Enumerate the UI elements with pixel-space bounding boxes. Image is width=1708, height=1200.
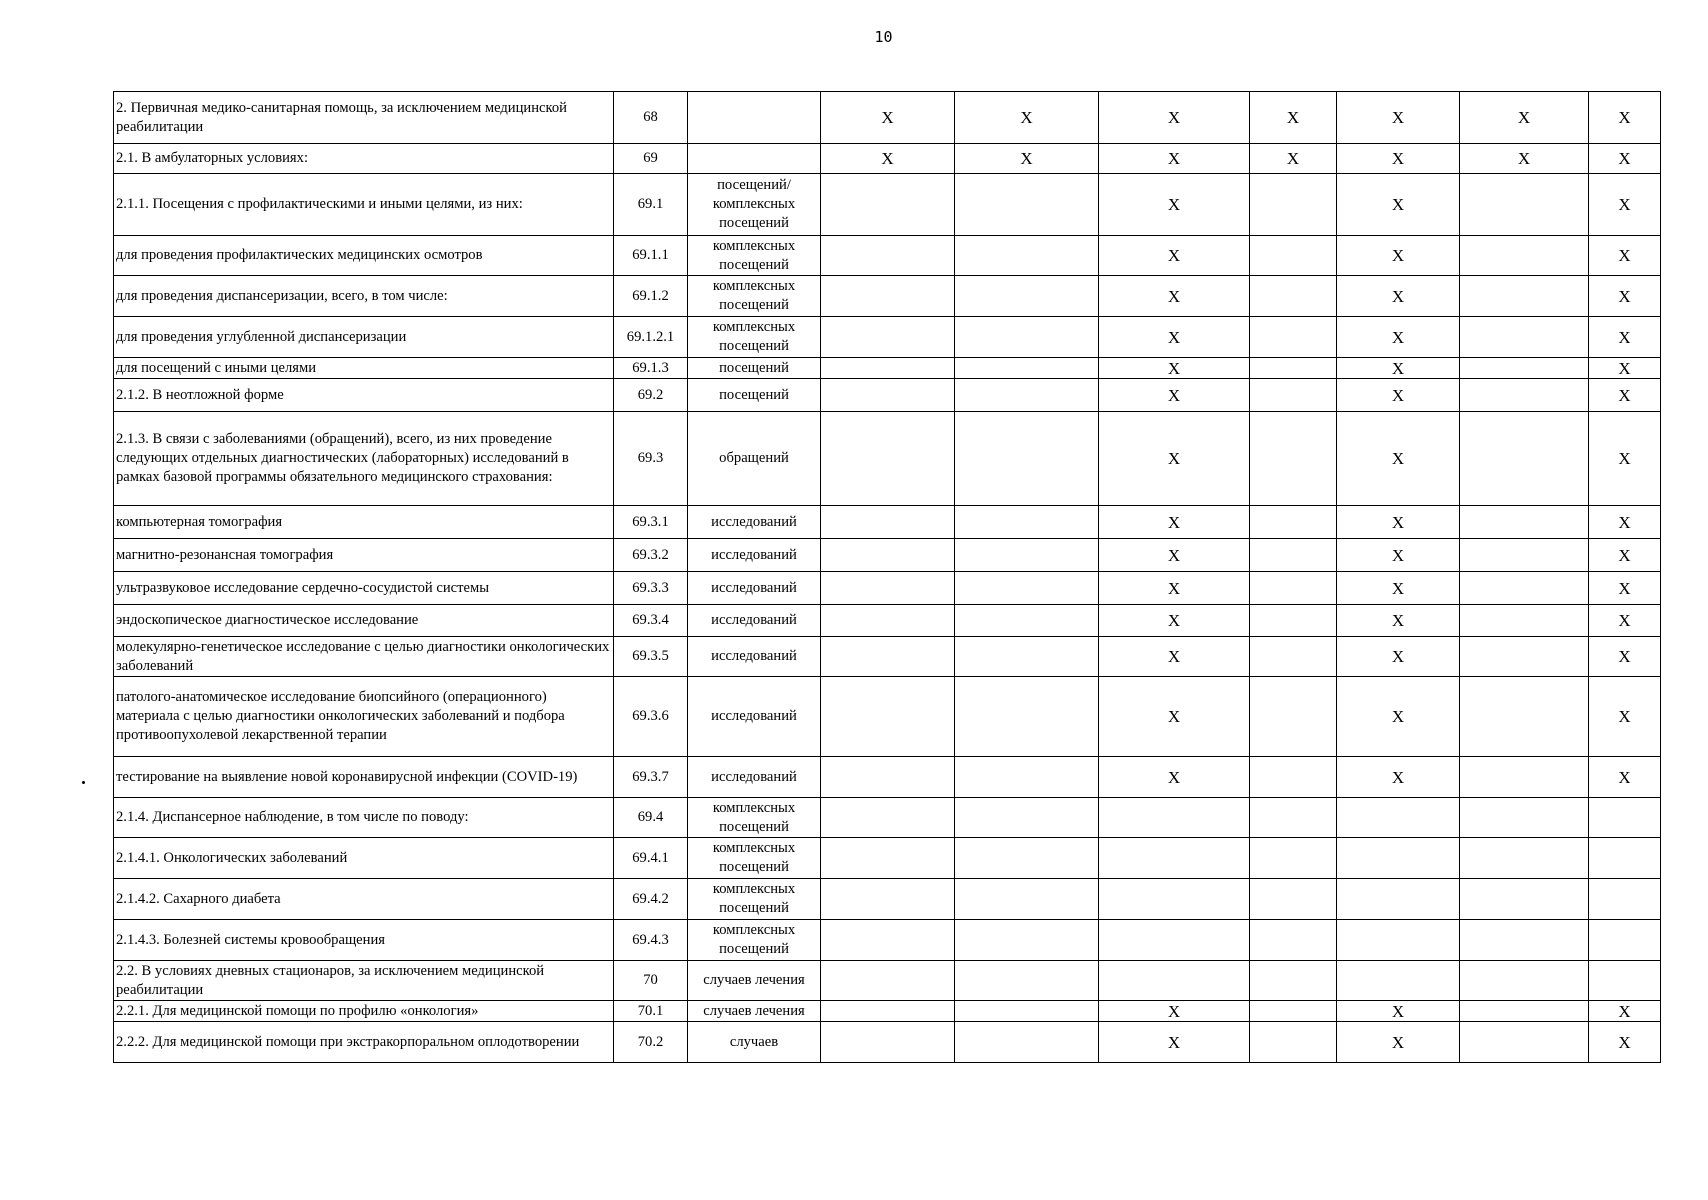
row-name: эндоскопическое диагностическое исследование <box>114 605 614 637</box>
mark-cell: X <box>955 92 1099 144</box>
table-body <box>114 92 1661 1063</box>
mark-cell: X <box>1589 412 1661 506</box>
row-code: 69.4.2 <box>614 879 688 920</box>
mark-cell: X <box>821 92 955 144</box>
mark-cell <box>1589 798 1661 838</box>
mark-cell <box>1589 920 1661 961</box>
row-name: 2.1.1. Посещения с профилактическими и иными целями, из них: <box>114 174 614 236</box>
row-name: для посещений с иными целями <box>114 358 614 379</box>
mark-cell <box>1099 879 1250 920</box>
mark-cell <box>955 1022 1099 1063</box>
mark-cell: X <box>1337 317 1460 358</box>
table-row <box>114 358 1661 379</box>
row-name: для проведения углубленной диспансеризации <box>114 317 614 358</box>
mark-cell <box>821 317 955 358</box>
mark-cell: X <box>1337 677 1460 757</box>
row-name: для проведения диспансеризации, всего, в том числе: <box>114 276 614 317</box>
mark-cell: X <box>1337 276 1460 317</box>
mark-cell <box>955 637 1099 677</box>
mark-cell <box>955 1001 1099 1022</box>
table-row <box>114 236 1661 276</box>
mark-cell <box>1250 879 1337 920</box>
mark-cell <box>955 920 1099 961</box>
mark-cell <box>821 358 955 379</box>
table-row <box>114 677 1661 757</box>
mark-cell <box>1337 798 1460 838</box>
mark-cell: X <box>1099 1001 1250 1022</box>
mark-cell <box>1589 838 1661 879</box>
mark-cell: X <box>1099 92 1250 144</box>
mark-cell <box>1460 358 1589 379</box>
row-unit: исследований <box>688 539 821 572</box>
row-unit: посещений <box>688 379 821 412</box>
mark-cell: X <box>1589 1001 1661 1022</box>
mark-cell <box>1099 961 1250 1001</box>
table-row <box>114 798 1661 838</box>
mark-cell: X <box>1099 358 1250 379</box>
row-name: 2.2.2. Для медицинской помощи при экстракорпоральном оплодотворении <box>114 1022 614 1063</box>
row-unit: случаев лечения <box>688 961 821 1001</box>
mark-cell <box>821 506 955 539</box>
row-unit: исследований <box>688 605 821 637</box>
mark-cell: X <box>1337 358 1460 379</box>
mark-cell <box>955 412 1099 506</box>
mark-cell <box>1250 358 1337 379</box>
mark-cell <box>1337 838 1460 879</box>
row-code: 70.2 <box>614 1022 688 1063</box>
row-name: 2.1.4.2. Сахарного диабета <box>114 879 614 920</box>
mark-cell <box>955 317 1099 358</box>
mark-cell <box>1460 637 1589 677</box>
row-unit: комплексных посещений <box>688 276 821 317</box>
mark-cell <box>1460 174 1589 236</box>
row-code: 69.3 <box>614 412 688 506</box>
row-unit: комплексных посещений <box>688 920 821 961</box>
table-row <box>114 879 1661 920</box>
table-row <box>114 1022 1661 1063</box>
mark-cell: X <box>1589 572 1661 605</box>
table-row <box>114 838 1661 879</box>
mark-cell <box>1250 317 1337 358</box>
mark-cell: X <box>1099 144 1250 174</box>
mark-cell: X <box>1589 92 1661 144</box>
mark-cell <box>1460 572 1589 605</box>
mark-cell: X <box>1099 236 1250 276</box>
mark-cell <box>1460 379 1589 412</box>
mark-cell: X <box>1337 92 1460 144</box>
mark-cell <box>1460 920 1589 961</box>
row-unit: исследований <box>688 677 821 757</box>
mark-cell: X <box>1337 605 1460 637</box>
table-row <box>114 317 1661 358</box>
mark-cell <box>955 838 1099 879</box>
row-unit: исследований <box>688 637 821 677</box>
mark-cell <box>821 1022 955 1063</box>
table-row <box>114 92 1661 144</box>
mark-cell: X <box>1589 637 1661 677</box>
row-code: 69.1.2.1 <box>614 317 688 358</box>
row-name: 2.1.3. В связи с заболеваниями (обращений), всего, из них проведение следующих отдельных диагностических (лабораторных) исследований в рамках базовой программы обязательного медицинского страхования: <box>114 412 614 506</box>
mark-cell <box>821 961 955 1001</box>
mark-cell <box>1460 1001 1589 1022</box>
mark-cell <box>1460 236 1589 276</box>
mark-cell <box>1250 637 1337 677</box>
mark-cell <box>1250 379 1337 412</box>
mark-cell: X <box>1337 1022 1460 1063</box>
mark-cell: X <box>1337 539 1460 572</box>
mark-cell: X <box>1099 757 1250 798</box>
mark-cell: X <box>1099 572 1250 605</box>
row-code: 69.3.2 <box>614 539 688 572</box>
mark-cell: X <box>1337 174 1460 236</box>
mark-cell <box>1250 605 1337 637</box>
table-row <box>114 605 1661 637</box>
mark-cell: X <box>1337 506 1460 539</box>
row-name: патолого-анатомическое исследование биопсийного (операционного) материала с целью диагностики онкологических заболеваний и подбора противоопухолевой лекарственной терапии <box>114 677 614 757</box>
row-unit: комплексных посещений <box>688 879 821 920</box>
row-unit: обращений <box>688 412 821 506</box>
mark-cell: X <box>1337 757 1460 798</box>
mark-cell: X <box>1460 92 1589 144</box>
row-unit: комплексных посещений <box>688 838 821 879</box>
row-code: 69 <box>614 144 688 174</box>
mark-cell <box>955 358 1099 379</box>
mark-cell <box>1460 1022 1589 1063</box>
mark-cell <box>1250 506 1337 539</box>
row-name: 2.2. В условиях дневных стационаров, за исключением медицинской реабилитации <box>114 961 614 1001</box>
mark-cell <box>1250 572 1337 605</box>
mark-cell <box>955 539 1099 572</box>
row-unit: случаев <box>688 1022 821 1063</box>
row-unit <box>688 144 821 174</box>
mark-cell: X <box>1589 144 1661 174</box>
mark-cell <box>821 605 955 637</box>
row-code: 69.1.3 <box>614 358 688 379</box>
mark-cell <box>1250 1022 1337 1063</box>
mark-cell <box>821 412 955 506</box>
row-code: 68 <box>614 92 688 144</box>
mark-cell <box>1337 961 1460 1001</box>
row-code: 70.1 <box>614 1001 688 1022</box>
mark-cell: X <box>1589 539 1661 572</box>
row-code: 70 <box>614 961 688 1001</box>
mark-cell <box>1460 798 1589 838</box>
row-unit: исследований <box>688 572 821 605</box>
mark-cell: X <box>1099 1022 1250 1063</box>
mark-cell: X <box>1099 677 1250 757</box>
row-name: 2.1.2. В неотложной форме <box>114 379 614 412</box>
mark-cell: X <box>1460 144 1589 174</box>
mark-cell <box>1250 838 1337 879</box>
mark-cell: X <box>1589 677 1661 757</box>
mark-cell: X <box>1337 572 1460 605</box>
row-unit <box>688 92 821 144</box>
mark-cell <box>1099 838 1250 879</box>
row-name: магнитно-резонансная томография <box>114 539 614 572</box>
mark-cell <box>821 236 955 276</box>
row-code: 69.1 <box>614 174 688 236</box>
table-row <box>114 920 1661 961</box>
mark-cell <box>1460 757 1589 798</box>
mark-cell <box>1250 412 1337 506</box>
row-code: 69.3.4 <box>614 605 688 637</box>
page-number: 10 <box>874 28 893 46</box>
table-row <box>114 506 1661 539</box>
mark-cell: X <box>1099 605 1250 637</box>
table-row <box>114 1001 1661 1022</box>
mark-cell <box>1250 236 1337 276</box>
row-name: компьютерная томография <box>114 506 614 539</box>
mark-cell <box>1250 677 1337 757</box>
row-name: 2.1.4.1. Онкологических заболеваний <box>114 838 614 879</box>
mark-cell <box>1460 677 1589 757</box>
row-name: 2.1. В амбулаторных условиях: <box>114 144 614 174</box>
mark-cell: X <box>1099 379 1250 412</box>
mark-cell <box>955 798 1099 838</box>
row-unit: посещений/ комплексных посещений <box>688 174 821 236</box>
mark-cell <box>1460 838 1589 879</box>
mark-cell <box>955 757 1099 798</box>
mark-cell <box>955 379 1099 412</box>
mark-cell: X <box>1589 605 1661 637</box>
mark-cell <box>821 637 955 677</box>
mark-cell <box>1589 879 1661 920</box>
mark-cell <box>821 539 955 572</box>
mark-cell: X <box>1589 317 1661 358</box>
mark-cell: X <box>1589 174 1661 236</box>
table-row <box>114 412 1661 506</box>
mark-cell <box>955 879 1099 920</box>
row-name: для проведения профилактических медицинских осмотров <box>114 236 614 276</box>
row-unit: исследований <box>688 757 821 798</box>
mark-cell <box>821 879 955 920</box>
mark-cell: X <box>1099 412 1250 506</box>
row-code: 69.1.2 <box>614 276 688 317</box>
row-unit: случаев лечения <box>688 1001 821 1022</box>
mark-cell <box>1250 174 1337 236</box>
row-name: 2. Первичная медико-санитарная помощь, за исключением медицинской реабилитации <box>114 92 614 144</box>
mark-cell <box>821 379 955 412</box>
mark-cell <box>955 572 1099 605</box>
table-row <box>114 637 1661 677</box>
mark-cell <box>955 276 1099 317</box>
mark-cell <box>821 276 955 317</box>
data-table <box>113 91 1661 1063</box>
row-code: 69.4 <box>614 798 688 838</box>
mark-cell <box>955 174 1099 236</box>
table-row <box>114 379 1661 412</box>
mark-cell <box>821 838 955 879</box>
mark-cell <box>1099 920 1250 961</box>
row-code: 69.4.3 <box>614 920 688 961</box>
mark-cell: X <box>1589 236 1661 276</box>
mark-cell <box>1250 920 1337 961</box>
mark-cell <box>1250 276 1337 317</box>
mark-cell <box>821 757 955 798</box>
mark-cell <box>1460 961 1589 1001</box>
mark-cell: X <box>1337 144 1460 174</box>
mark-cell: X <box>1337 412 1460 506</box>
mark-cell: X <box>1250 144 1337 174</box>
mark-cell <box>1250 539 1337 572</box>
row-code: 69.3.5 <box>614 637 688 677</box>
mark-cell <box>821 920 955 961</box>
mark-cell <box>1337 879 1460 920</box>
table-row <box>114 174 1661 236</box>
mark-cell: X <box>1099 539 1250 572</box>
row-name: 2.1.4.3. Болезней системы кровообращения <box>114 920 614 961</box>
mark-cell: X <box>821 144 955 174</box>
row-name: ультразвуковое исследование сердечно-сосудистой системы <box>114 572 614 605</box>
mark-cell: X <box>1589 1022 1661 1063</box>
row-code: 69.2 <box>614 379 688 412</box>
mark-cell: X <box>1099 506 1250 539</box>
mark-cell: X <box>1589 276 1661 317</box>
mark-cell: X <box>1337 236 1460 276</box>
row-code: 69.4.1 <box>614 838 688 879</box>
table-row <box>114 144 1661 174</box>
row-unit: комплексных посещений <box>688 798 821 838</box>
row-code: 69.3.7 <box>614 757 688 798</box>
mark-cell: X <box>1337 1001 1460 1022</box>
mark-cell: X <box>1589 358 1661 379</box>
mark-cell <box>1589 961 1661 1001</box>
mark-cell <box>1250 757 1337 798</box>
mark-cell: X <box>1099 317 1250 358</box>
mark-cell: X <box>1250 92 1337 144</box>
mark-cell: X <box>1337 379 1460 412</box>
row-code: 69.3.3 <box>614 572 688 605</box>
mark-cell: X <box>1589 379 1661 412</box>
table-row <box>114 757 1661 798</box>
row-code: 69.1.1 <box>614 236 688 276</box>
mark-cell <box>1460 539 1589 572</box>
row-unit: комплексных посещений <box>688 236 821 276</box>
mark-cell: X <box>1099 174 1250 236</box>
mark-cell <box>955 236 1099 276</box>
mark-cell <box>1250 798 1337 838</box>
row-unit: комплексных посещений <box>688 317 821 358</box>
row-code: 69.3.6 <box>614 677 688 757</box>
row-name: молекулярно-генетическое исследование с целью диагностики онкологических заболеваний <box>114 637 614 677</box>
table-row <box>114 961 1661 1001</box>
mark-cell <box>821 1001 955 1022</box>
mark-cell: X <box>1099 637 1250 677</box>
mark-cell: X <box>1589 506 1661 539</box>
mark-cell <box>955 605 1099 637</box>
mark-cell <box>955 677 1099 757</box>
row-unit: посещений <box>688 358 821 379</box>
mark-cell <box>1460 506 1589 539</box>
row-name: тестирование на выявление новой коронавирусной инфекции (COVID-19) <box>114 757 614 798</box>
mark-cell <box>1460 879 1589 920</box>
mark-cell <box>821 572 955 605</box>
row-unit: исследований <box>688 506 821 539</box>
table-row <box>114 572 1661 605</box>
row-name: 2.1.4. Диспансерное наблюдение, в том числе по поводу: <box>114 798 614 838</box>
mark-cell <box>1460 317 1589 358</box>
mark-cell <box>955 961 1099 1001</box>
mark-cell <box>1337 920 1460 961</box>
row-code: 69.3.1 <box>614 506 688 539</box>
mark-cell <box>821 677 955 757</box>
table-row <box>114 539 1661 572</box>
mark-cell <box>1460 276 1589 317</box>
scan-speck <box>82 781 85 784</box>
mark-cell: X <box>1337 637 1460 677</box>
mark-cell <box>955 506 1099 539</box>
row-name: 2.2.1. Для медицинской помощи по профилю «онкология» <box>114 1001 614 1022</box>
mark-cell <box>1250 1001 1337 1022</box>
mark-cell <box>1099 798 1250 838</box>
mark-cell: X <box>1589 757 1661 798</box>
table-row <box>114 276 1661 317</box>
mark-cell <box>821 174 955 236</box>
mark-cell <box>821 798 955 838</box>
mark-cell <box>1460 605 1589 637</box>
mark-cell <box>1460 412 1589 506</box>
mark-cell <box>1250 961 1337 1001</box>
mark-cell: X <box>955 144 1099 174</box>
mark-cell: X <box>1099 276 1250 317</box>
